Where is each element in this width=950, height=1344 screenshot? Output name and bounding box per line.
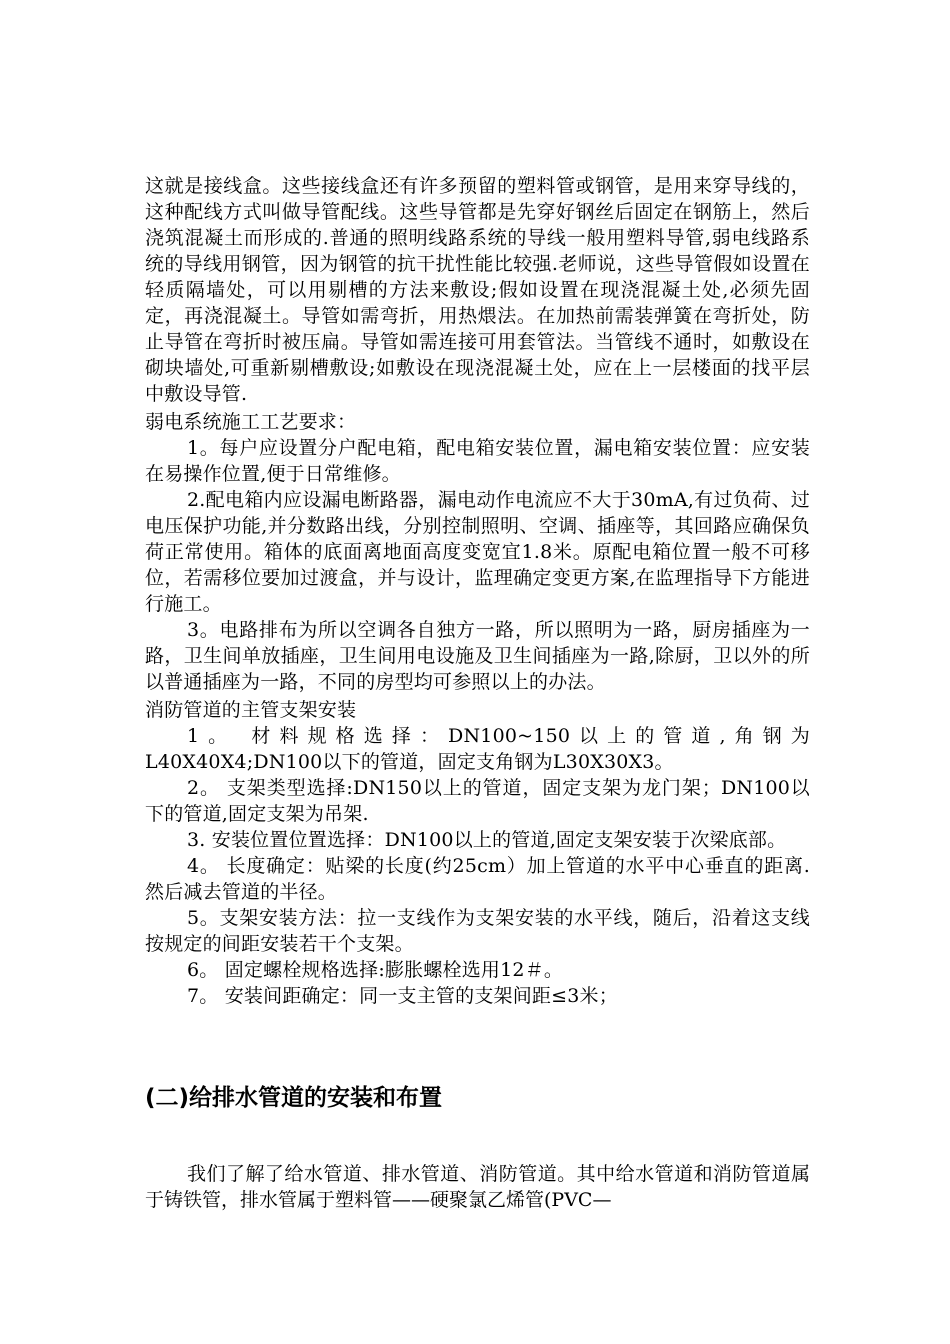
- fire-pipe-item-4: 4。 长度确定：贴梁的长度(约25cm）加上管道的水平中心垂直的距离.然后减去管道的半径。: [145, 855, 810, 903]
- fire-pipe-item-2: 2。 支架类型选择:DN150以上的管道，固定支架为龙门架；DN100以下的管道,固定支架为吊架.: [145, 777, 810, 825]
- fire-pipe-heading: 消防管道的主管支架安装: [145, 699, 357, 721]
- chapter-paragraph: 我们了解了给水管道、排水管道、消防管道。其中给水管道和消防管道属于铸铁管，排水管属于塑料管——硬聚氯乙烯管(PVC—: [145, 1163, 810, 1211]
- document-page: [145, 173, 810, 1211]
- fire-pipe-item-1: 1。 材料规格选择：DN100~150以上的管道,角钢为L40X40X4;DN100以下的管道，固定支角钢为L30X30X3。: [145, 725, 810, 773]
- weak-current-heading: 弱电系统施工工艺要求：: [145, 411, 357, 433]
- intro-section: [145, 173, 810, 407]
- weak-current-section: [145, 409, 810, 695]
- chapter-body: [145, 1161, 810, 1213]
- intro-paragraph: 这就是接线盒。这些接线盒还有许多预留的塑料管或钢管，是用来穿导线的，这种配线方式叫做导管配线。这些导管都是先穿好钢丝后固定在钢筋上，然后浇筑混凝土而形成的.普通的照明线路系统的导线一般用塑料导管,弱电线路系统的导线用钢管，因为钢管的抗干扰性能比较强.老师说，这些导管假如设置在轻质隔墙处，可以用剔槽的方法来敷设;假如设置在现浇混凝土处,必须先固定，再浇混凝土。导管如需弯折，用热煨法。在加热前需装弹簧在弯折处，防止导管在弯折时被压扁。导管如需连接可用套管法。当管线不通时，如敷设在砌块墙处,可重新剔槽敷设;如敷设在现浇混凝土处，应在上一层楼面的找平层中敷设导管.: [145, 175, 810, 405]
- weak-current-item-2: 2.配电箱内应设漏电断路器，漏电动作电流应不大于30mA,有过负荷、过电压保护功能,并分数路出线，分别控制照明、空调、插座等，其回路应确保负荷正常使用。箱体的底面离地面高度变宽宜1.8米。原配电箱位置一般不可移位，若需移位要加过渡盒，并与设计，监理确定变更方案,在监理指导下方能进行施工。: [145, 489, 810, 615]
- weak-current-item-3: 3。电路排布为所以空调各自独方一路，所以照明为一路，厨房插座为一路，卫生间单放插座，卫生间用电设施及卫生间插座为一路,除厨，卫以外的所以普通插座为一路，不同的房型均可参照以上的办法。: [145, 619, 810, 693]
- chapter-heading: (二)给排水管道的安装和布置: [145, 1085, 443, 1111]
- fire-pipe-item-5: 5。支架安装方法：拉一支线作为支架安装的水平线，随后，沿着这支线按规定的间距安装若干个支架。: [145, 907, 810, 955]
- fire-pipe-item-7: 7。 安装间距确定：同一支主管的支架间距≤3米；: [187, 985, 618, 1007]
- fire-pipe-section: [145, 697, 810, 1009]
- weak-current-item-1: 1。每户应设置分户配电箱，配电箱安装位置，漏电箱安装位置：应安装在易操作位置,便于日常维修。: [145, 437, 810, 485]
- fire-pipe-item-6: 6。 固定螺栓规格选择:膨胀螺栓选用12＃。: [187, 959, 564, 981]
- fire-pipe-item-3: 3. 安装位置位置选择：DN100以上的管道,固定支架安装于次梁底部。: [187, 829, 787, 851]
